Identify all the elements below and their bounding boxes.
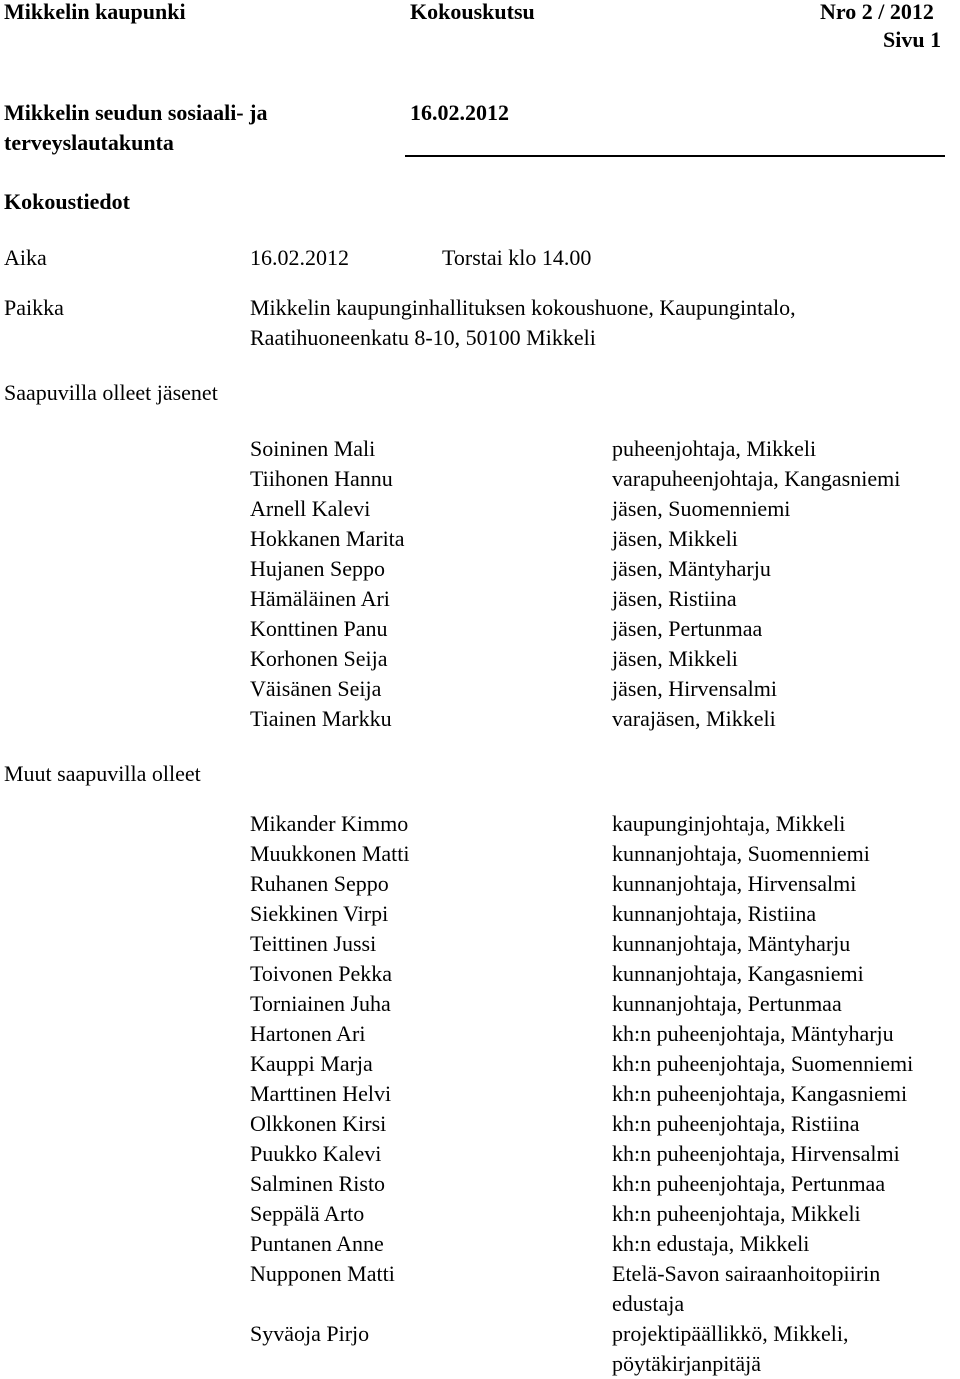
attendee-role: kh:n puheenjohtaja, Ristiina [612, 1111, 860, 1136]
attendee-name: Hartonen Ari [250, 1021, 366, 1046]
place-line2: Raatihuoneenkatu 8-10, 50100 Mikkeli [250, 325, 596, 350]
list-item [0, 494, 960, 524]
attendee-name: Puntanen Anne [250, 1231, 384, 1256]
member-role: jäsen, Ristiina [612, 586, 737, 611]
attendee-role: kunnanjohtaja, Suomenniemi [612, 841, 870, 866]
member-name: Tiainen Markku [250, 706, 392, 731]
member-role: jäsen, Mikkeli [612, 526, 738, 551]
attendee-role: kunnanjohtaja, Mäntyharju [612, 931, 851, 956]
member-role: puheenjohtaja, Mikkeli [612, 436, 817, 461]
meeting-date: 16.02.2012 [410, 100, 509, 125]
list-item [0, 869, 960, 899]
attendee-name: Kauppi Marja [250, 1051, 373, 1076]
member-name: Hämäläinen Ari [250, 586, 390, 611]
list-item [0, 674, 960, 704]
member-name: Hokkanen Marita [250, 526, 405, 551]
attendee-role: kunnanjohtaja, Hirvensalmi [612, 871, 857, 896]
attendee-name: Syväoja Pirjo [250, 1321, 370, 1346]
section-title: Kokoustiedot [4, 189, 130, 214]
member-name: Hujanen Seppo [250, 556, 386, 581]
attendee-name: Salminen Risto [250, 1171, 386, 1196]
attendee-name: Olkkonen Kirsi [250, 1111, 387, 1136]
list-item [0, 959, 960, 989]
list-item [0, 614, 960, 644]
list-item [0, 644, 960, 674]
list-item [0, 1049, 960, 1079]
list-item [0, 554, 960, 584]
list-item [0, 584, 960, 614]
list-item [0, 1109, 960, 1139]
attendee-role: projektipäällikkö, Mikkeli, [612, 1321, 849, 1346]
attendee-role: Etelä-Savon sairaanhoitopiirin [612, 1261, 881, 1286]
list-item [0, 809, 960, 839]
document-number: Nro 2 / 2012 [820, 0, 934, 24]
member-name: Korhonen Seija [250, 646, 388, 671]
member-role: jäsen, Mikkeli [612, 646, 738, 671]
list-item [0, 839, 960, 869]
attendee-role: kunnanjohtaja, Kangasniemi [612, 961, 864, 986]
attendee-name: Ruhanen Seppo [250, 871, 389, 896]
member-name: Arnell Kalevi [250, 496, 371, 521]
member-role: jäsen, Pertunmaa [612, 616, 763, 641]
others-list [0, 809, 960, 1379]
member-role: varapuheenjohtaja, Kangasniemi [612, 466, 901, 491]
org-name: Mikkelin kaupunki [4, 0, 186, 24]
attendee-name: Teittinen Jussi [250, 931, 377, 956]
list-item [0, 1229, 960, 1259]
list-item [0, 1259, 960, 1289]
time-weekday: Torstai klo 14.00 [442, 245, 592, 270]
attendee-role: kh:n puheenjohtaja, Mäntyharju [612, 1021, 894, 1046]
list-item [0, 704, 960, 734]
member-name: Väisänen Seija [250, 676, 382, 701]
list-item [0, 1019, 960, 1049]
members-label: Saapuvilla olleet jäsenet [4, 380, 218, 405]
attendee-name: Seppälä Arto [250, 1201, 365, 1226]
header-rule [405, 155, 945, 157]
attendee-role: kh:n puheenjohtaja, Kangasniemi [612, 1081, 908, 1106]
attendee-name: Torniainen Juha [250, 991, 391, 1016]
page-number: Sivu 1 [883, 27, 942, 52]
member-role: varajäsen, Mikkeli [612, 706, 776, 731]
list-item [0, 1079, 960, 1109]
attendee-role: kh:n edustaja, Mikkeli [612, 1231, 810, 1256]
attendee-role: kh:n puheenjohtaja, Suomenniemi [612, 1051, 914, 1076]
list-item [0, 929, 960, 959]
list-item [0, 1139, 960, 1169]
attendee-role: kunnanjohtaja, Pertunmaa [612, 991, 842, 1016]
list-item [0, 464, 960, 494]
member-role: jäsen, Suomenniemi [612, 496, 791, 521]
attendee-role: kunnanjohtaja, Ristiina [612, 901, 817, 926]
member-role: jäsen, Hirvensalmi [612, 676, 777, 701]
attendee-name: Puukko Kalevi [250, 1141, 382, 1166]
list-item [0, 1169, 960, 1199]
list-item [0, 989, 960, 1019]
others-label: Muut saapuvilla olleet [4, 761, 201, 786]
attendee-role-continued: edustaja [612, 1291, 685, 1316]
attendee-role: kh:n puheenjohtaja, Hirvensalmi [612, 1141, 900, 1166]
board-name-line2: terveyslautakunta [4, 130, 174, 155]
list-item [0, 1319, 960, 1349]
list-item [0, 1199, 960, 1229]
attendee-role: kh:n puheenjohtaja, Mikkeli [612, 1201, 861, 1226]
time-label: Aika [4, 245, 47, 270]
place-line1: Mikkelin kaupunginhallituksen kokoushuone, Kaupungintalo, [250, 295, 796, 320]
member-name: Soininen Mali [250, 436, 376, 461]
attendee-name: Siekkinen Virpi [250, 901, 389, 926]
list-item [0, 524, 960, 554]
attendee-role-continued: pöytäkirjanpitäjä [612, 1351, 762, 1376]
board-name-line1: Mikkelin seudun sosiaali- ja [4, 100, 268, 125]
attendee-name: Nupponen Matti [250, 1261, 395, 1286]
list-item [0, 1349, 960, 1379]
document-type: Kokouskutsu [410, 0, 535, 24]
member-name: Tiihonen Hannu [250, 466, 393, 491]
attendee-role: kh:n puheenjohtaja, Pertunmaa [612, 1171, 886, 1196]
list-item [0, 434, 960, 464]
member-name: Konttinen Panu [250, 616, 388, 641]
attendee-name: Toivonen Pekka [250, 961, 393, 986]
list-item [0, 1289, 960, 1319]
attendee-role: kaupunginjohtaja, Mikkeli [612, 811, 846, 836]
time-date: 16.02.2012 [250, 245, 349, 270]
members-list [0, 434, 960, 734]
list-item [0, 899, 960, 929]
attendee-name: Marttinen Helvi [250, 1081, 392, 1106]
attendee-name: Mikander Kimmo [250, 811, 409, 836]
member-role: jäsen, Mäntyharju [612, 556, 771, 581]
attendee-name: Muukkonen Matti [250, 841, 410, 866]
place-label: Paikka [4, 295, 64, 320]
